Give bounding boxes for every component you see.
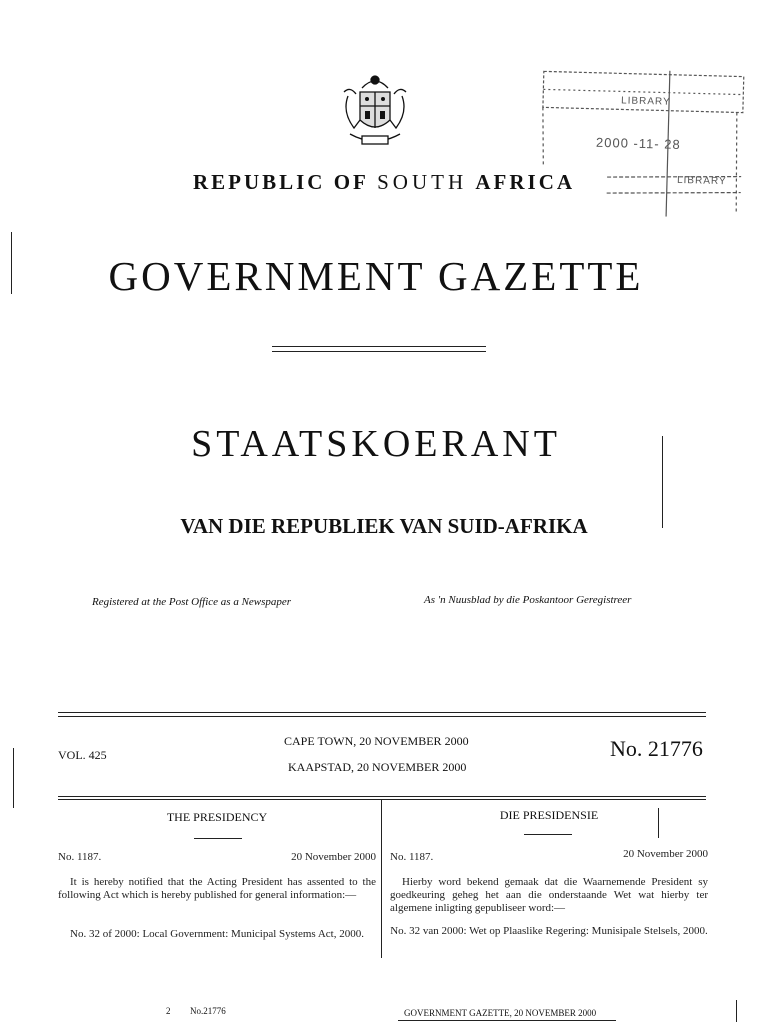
volume-number: VOL. 425 <box>58 748 107 762</box>
issue-rule-top-2 <box>58 716 706 717</box>
footer-issue-number: No.21776 <box>190 1006 226 1016</box>
issue-number: No. 21776 <box>610 736 703 761</box>
afrikaans-title: STAATSKOERANT <box>191 423 561 465</box>
republic-heading <box>0 170 768 195</box>
title-divider <box>272 346 486 352</box>
issue-date-afrikaans: KAAPSTAD, 20 NOVEMBER 2000 <box>288 760 467 774</box>
act-title: No. 32 of 2000: Local Government: Municipal Systems Act, 2000. <box>70 928 364 940</box>
margin-mark <box>658 808 659 838</box>
coat-of-arms-icon <box>332 68 418 154</box>
column-divider <box>381 800 382 958</box>
notice-body: It is hereby notified that the Acting President has assented to the following Act which is hereby published for general information:— <box>58 876 376 901</box>
stamp-date: 2000 -11- 28 <box>595 134 681 152</box>
stamp-library-label-2: LIBRARY <box>676 174 727 188</box>
issue-date-english: CAPE TOWN, 20 NOVEMBER 2000 <box>284 734 469 748</box>
footer-title: GOVERNMENT GAZETTE, 20 NOVEMBER 2000 <box>404 1008 597 1018</box>
gazette-title: GOVERNMENT GAZETTE <box>108 253 644 299</box>
issue-rule-bottom-2 <box>58 799 706 800</box>
footer-rule <box>398 1020 616 1021</box>
heading-underline <box>194 838 242 839</box>
notice-number: No. 1187. <box>58 851 102 863</box>
issue-rule-top <box>58 712 706 713</box>
stamp-library-label: LIBRARY <box>620 95 671 108</box>
heading-underline <box>524 834 572 835</box>
issue-rule-bottom <box>58 796 706 797</box>
margin-mark <box>13 748 14 808</box>
registration-afrikaans: As 'n Nuusblad by die Poskantoor Geregistreer <box>424 594 632 606</box>
footer-page-number: 2 <box>166 1006 171 1016</box>
notice-number-af: No. 1187. <box>390 851 434 863</box>
republic-heading-part1: REPUBLIC OF <box>192 170 369 194</box>
afrikaans-subtitle: VAN DIE REPUBLIEK VAN SUID-AFRIKA <box>180 514 588 538</box>
registration-english: Registered at the Post Office as a Newspaper <box>92 596 292 608</box>
library-stamp <box>536 67 750 218</box>
republic-heading-part2: SOUTH <box>377 170 468 194</box>
notice-date-af: 20 November 2000 <box>623 848 708 860</box>
presidensie-heading: DIE PRESIDENSIE <box>499 808 599 822</box>
republic-heading-part3: AFRICA <box>475 170 576 194</box>
notice-date: 20 November 2000 <box>291 851 376 863</box>
margin-mark <box>736 1000 737 1022</box>
act-title-af: No. 32 van 2000: Wet op Plaaslike Regering: Munisipale Stelsels, 2000. <box>390 925 708 937</box>
presidency-heading: THE PRESIDENCY <box>166 810 268 824</box>
notice-body-af: Hierby word bekend gemaak dat die Waarnemende President sy goedkeuring geheg het aan die onderstaande Wet wat hierby ter algemene inligting gepubliseer word:— <box>390 876 708 914</box>
